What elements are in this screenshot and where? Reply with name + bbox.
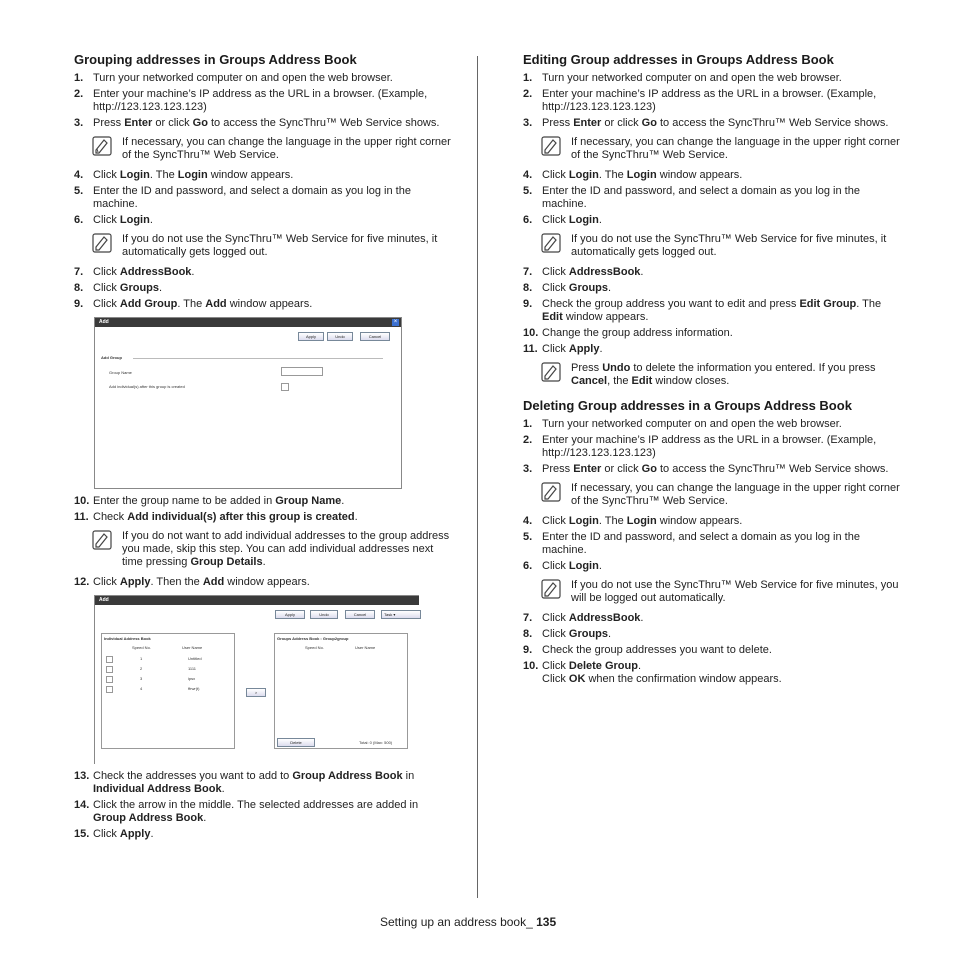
step-text: window appears. xyxy=(224,576,310,588)
row-checkbox[interactable] xyxy=(106,676,113,683)
step-text: window appears. xyxy=(207,169,294,181)
bold-term: Add Group xyxy=(119,298,178,310)
step-5 xyxy=(74,185,454,211)
step-2 xyxy=(523,88,903,114)
note-text: If necessary, you can change the language in the upper right corner of the SyncThru™ Web Service. xyxy=(122,136,451,161)
right-column xyxy=(523,52,903,689)
note-text: window closes. xyxy=(652,375,730,387)
table-row[interactable] xyxy=(102,665,232,674)
bold-term: Go xyxy=(641,463,657,475)
step-text: . xyxy=(598,560,602,572)
step-number: 11. xyxy=(523,343,538,355)
step-7 xyxy=(74,266,454,279)
note xyxy=(523,362,903,388)
step-number: 1. xyxy=(74,72,84,84)
step-3 xyxy=(74,117,454,130)
bold-term: Enter xyxy=(573,117,602,129)
step-text: Click xyxy=(542,612,569,624)
undo-button[interactable]: Undo xyxy=(327,332,353,341)
note-pencil-icon xyxy=(92,530,112,550)
step-text: Enter the ID and password, and select a domain as you log in the machine. xyxy=(542,531,860,556)
step-10 xyxy=(523,660,903,686)
step-number: 6. xyxy=(523,560,533,572)
step-text: Enter the ID and password, and select a domain as you log in the machine. xyxy=(93,185,411,210)
step-text: Click xyxy=(542,169,569,181)
add-individuals-checkbox[interactable] xyxy=(281,383,289,391)
bold-term: Groups xyxy=(568,282,609,294)
step-number: 4. xyxy=(523,169,533,181)
bold-term: Login xyxy=(568,515,599,527)
table-row[interactable] xyxy=(102,675,232,684)
step-number: 7. xyxy=(523,266,533,278)
step-text: Click xyxy=(542,673,569,685)
step-text: . The xyxy=(149,169,178,181)
bold-term: Groups xyxy=(119,282,160,294)
step-number: 15. xyxy=(74,828,90,840)
step-text: Turn your networked computer on and open the web browser. xyxy=(542,418,842,430)
step-9 xyxy=(523,298,903,324)
step-text: Enter the group name to be added in xyxy=(93,495,276,507)
step-text: Click xyxy=(93,266,120,278)
note-pencil-icon xyxy=(541,362,561,382)
group-book-title: Groups Address Book : Group2group xyxy=(277,636,349,641)
step-2 xyxy=(523,434,903,460)
step-text: Press xyxy=(93,117,125,129)
step-number: 11. xyxy=(74,511,89,523)
note-pencil-icon xyxy=(541,233,561,253)
note-text: If you do not use the SyncThru™ Web Service for five minutes, it automatically gets logged out. xyxy=(122,233,438,258)
step-text: window appears. xyxy=(226,298,313,310)
step-number: 10. xyxy=(523,327,539,339)
bold-term: Login xyxy=(119,214,150,226)
step-text: . xyxy=(221,783,225,795)
bold-term: Login xyxy=(626,169,657,181)
section-rule xyxy=(133,358,383,359)
step-text: Click xyxy=(542,214,569,226)
individual-address-book-panel xyxy=(101,633,235,749)
user-name-cell: ffrwr(t) xyxy=(188,686,200,691)
step-text: Click xyxy=(93,214,120,226)
step-text: Click xyxy=(542,628,569,640)
individual-book-title: Individual Address Book xyxy=(104,636,151,641)
step-11 xyxy=(74,511,454,524)
window-titlebar: Add xyxy=(95,596,419,605)
step-number: 3. xyxy=(523,117,533,129)
step-8 xyxy=(523,282,903,295)
task-label: Task xyxy=(384,612,393,617)
speed-no-cell: 1 xyxy=(140,656,143,661)
step-text: . xyxy=(599,343,603,355)
note xyxy=(523,579,903,605)
row-checkbox[interactable] xyxy=(106,686,113,693)
page-number: 135 xyxy=(536,915,557,929)
step-text: Click xyxy=(542,343,569,355)
key-enter: Enter xyxy=(124,117,153,129)
step-number: 5. xyxy=(74,185,84,197)
step-4 xyxy=(523,515,903,528)
step-number: 2. xyxy=(523,434,533,446)
step-number: 6. xyxy=(523,214,533,226)
bold-term: Login xyxy=(568,560,599,572)
step-12 xyxy=(74,576,454,589)
note-pencil-icon xyxy=(541,579,561,599)
col-speed-no: Speed No. xyxy=(305,645,324,650)
step-text: . xyxy=(150,828,154,840)
add-group-section-label: Add Group xyxy=(101,355,122,360)
step-5 xyxy=(523,531,903,557)
step-number: 9. xyxy=(523,298,533,310)
step-text: Enter your machine’s IP address as the URL in a browser. (Example, http://123.123.123.123) xyxy=(542,88,877,113)
step-text: . xyxy=(159,282,163,294)
step-number: 8. xyxy=(74,282,84,294)
step-text: or click xyxy=(601,117,642,129)
step-number: 5. xyxy=(523,531,533,543)
step-text: Click xyxy=(542,515,569,527)
step-text: or click xyxy=(152,117,193,129)
step-text: Enter your machine’s IP address as the URL in a browser. (Example, http://123.123.123.123) xyxy=(93,88,428,113)
bold-term: Group Address Book xyxy=(93,812,204,824)
step-text: . xyxy=(637,660,642,672)
step-text: . xyxy=(598,214,602,226)
page-footer xyxy=(380,915,556,929)
apply-button[interactable]: Apply xyxy=(298,332,324,341)
step-text: Click the arrow in the middle. The selected addresses are added in xyxy=(93,799,419,811)
step-text: Click xyxy=(542,282,569,294)
bold-term: Delete Group xyxy=(568,660,638,672)
groups-address-book-panel xyxy=(274,633,408,749)
note-pencil-icon xyxy=(92,233,112,253)
bold-term: Add xyxy=(202,576,225,588)
step-text: Click xyxy=(542,266,569,278)
step-1 xyxy=(74,72,454,85)
step-6 xyxy=(74,214,454,227)
step-text: Click xyxy=(93,576,120,588)
step-text: . xyxy=(341,495,345,507)
bold-term: AddressBook xyxy=(568,612,641,624)
col-user-name: User Name xyxy=(182,645,203,650)
add-to-group-arrow-button[interactable]: > xyxy=(246,688,266,697)
step-text: Enter your machine’s IP address as the URL in a browser. (Example, http://123.123.123.123) xyxy=(542,434,877,459)
step-number: 7. xyxy=(74,266,84,278)
step-text: Turn your networked computer on and open the web browser. xyxy=(542,72,842,84)
note-text: If you do not use the SyncThru™ Web Service for five minutes, it automatically gets logged out. xyxy=(571,233,887,258)
step-text: Click xyxy=(93,298,120,310)
bold-term: Apply xyxy=(119,828,151,840)
key-go: Go xyxy=(192,117,208,129)
step-text: Click xyxy=(542,560,569,572)
column-divider xyxy=(477,56,478,898)
note-text: If you do not want to add individual addresses to the group address you made, skip this step. You can add individual addresses next time pressing xyxy=(122,530,450,568)
bold-term: Edit Group xyxy=(799,298,857,310)
bold-term: Login xyxy=(626,515,657,527)
step-text: Press xyxy=(542,463,574,475)
step-number: 9. xyxy=(523,644,533,656)
bold-term: Go xyxy=(641,117,657,129)
step-6 xyxy=(523,560,903,573)
col-speed-no: Speed No. xyxy=(132,645,151,650)
add-group-window-screenshot xyxy=(94,317,402,489)
note xyxy=(523,136,903,162)
step-text: . xyxy=(640,612,644,624)
step-number: 3. xyxy=(523,463,533,475)
user-name-cell: Untitled xyxy=(188,656,202,661)
group-name-input[interactable] xyxy=(281,367,323,376)
step-13 xyxy=(74,770,454,796)
step-text: in xyxy=(402,770,415,782)
bold-term: Apply xyxy=(119,576,151,588)
step-text: . The xyxy=(856,298,882,310)
step-number: 10. xyxy=(523,660,539,672)
bold-term: Group Address Book xyxy=(292,770,403,782)
step-10 xyxy=(523,327,903,340)
step-1 xyxy=(523,72,903,85)
step-number: 9. xyxy=(74,298,84,310)
col-user-name: User Name xyxy=(355,645,376,650)
speed-no-cell: 2 xyxy=(140,666,143,671)
table-row[interactable] xyxy=(102,685,232,694)
bold-term: AddressBook xyxy=(119,266,192,278)
bold-term: Individual Address Book xyxy=(93,783,222,795)
note-text: . xyxy=(262,556,266,568)
step-text: Click xyxy=(93,169,120,181)
step-number: 7. xyxy=(523,612,533,624)
cancel-button[interactable]: Cancel xyxy=(345,610,375,619)
user-name-cell: ipsx xyxy=(188,676,196,681)
step-8 xyxy=(74,282,454,295)
step-number: 2. xyxy=(523,88,533,100)
step-number: 4. xyxy=(74,169,84,181)
bold-term: Groups xyxy=(568,628,609,640)
step-text: Click xyxy=(93,282,120,294)
add-window-screenshot xyxy=(94,595,419,764)
step-11 xyxy=(523,343,903,356)
bold-term: Edit xyxy=(631,375,653,387)
section-heading-grouping: Grouping addresses in Groups Address Book xyxy=(74,52,357,67)
note-text: If necessary, you can change the language in the upper right corner of the SyncThru™ Web Service. xyxy=(571,482,900,507)
step-9 xyxy=(523,644,903,657)
step-5 xyxy=(523,185,903,211)
add-individuals-label: Add individual(s) after this group is created xyxy=(109,384,185,389)
step-text: . xyxy=(608,628,612,640)
step-text: when the confirmation window appears. xyxy=(585,673,782,685)
step-number: 8. xyxy=(523,282,533,294)
step-15 xyxy=(74,828,454,841)
step-8 xyxy=(523,628,903,641)
step-text: Click xyxy=(542,660,569,672)
total-count: Total: 0 (Max: 500) xyxy=(359,740,393,745)
bold-term: Enter xyxy=(573,463,602,475)
step-number: 5. xyxy=(523,185,533,197)
speed-no-cell: 4 xyxy=(140,686,143,691)
close-icon[interactable]: × xyxy=(393,319,398,325)
step-text: Check the group address you want to edit and press xyxy=(542,298,800,310)
step-7 xyxy=(523,266,903,279)
bold-term: Group Name xyxy=(275,495,342,507)
step-text: Check the addresses you want to add to xyxy=(93,770,293,782)
step-number: 10. xyxy=(74,495,90,507)
step-2 xyxy=(74,88,454,114)
note-pencil-icon xyxy=(92,136,112,156)
step-3 xyxy=(523,463,903,476)
step-number: 14. xyxy=(74,799,90,811)
step-4 xyxy=(523,169,903,182)
section-heading-deleting: Deleting Group addresses in a Groups Address Book xyxy=(523,398,852,413)
bold-term: Login xyxy=(177,169,208,181)
step-text: to access the SyncThru™ Web Service shows. xyxy=(656,463,889,475)
step-number: 13. xyxy=(74,770,90,782)
step-text: Change the group address information. xyxy=(542,327,733,339)
bold-term: Edit xyxy=(542,311,563,323)
bold-term: Add individual(s) after this group is created xyxy=(127,511,355,523)
step-9 xyxy=(74,298,454,311)
step-text: . xyxy=(608,282,612,294)
step-text: Check the group addresses you want to delete. xyxy=(542,644,772,656)
note xyxy=(74,233,454,259)
step-14 xyxy=(74,799,454,825)
note xyxy=(523,233,903,259)
step-number: 6. xyxy=(74,214,84,226)
step-text: Press xyxy=(542,117,574,129)
left-column xyxy=(74,52,454,844)
row-checkbox[interactable] xyxy=(106,656,113,663)
note-text: If you do not use the SyncThru™ Web Service for five minutes, you will be logged out automatically. xyxy=(571,579,899,604)
step-text: to access the SyncThru™ Web Service shows. xyxy=(207,117,440,129)
step-number: 4. xyxy=(523,515,533,527)
cancel-button[interactable]: Cancel xyxy=(360,332,390,341)
step-7 xyxy=(523,612,903,625)
undo-button[interactable]: Undo xyxy=(310,610,338,619)
step-text: . The xyxy=(177,298,206,310)
step-text: Click xyxy=(93,828,120,840)
bold-term: Login xyxy=(568,214,599,226)
step-text: . xyxy=(149,214,153,226)
note-text: If necessary, you can change the language in the upper right corner of the SyncThru™ Web Service. xyxy=(571,136,900,161)
step-text: window appears. xyxy=(562,311,649,323)
bold-term: Group Details xyxy=(190,556,263,568)
step-text: Check xyxy=(93,511,128,523)
bold-term: Cancel xyxy=(571,375,608,387)
note-pencil-icon xyxy=(541,482,561,502)
bold-term: Undo xyxy=(602,362,631,374)
step-3 xyxy=(523,117,903,130)
bold-term: Login xyxy=(119,169,150,181)
bold-term: AddressBook xyxy=(568,266,641,278)
group-name-label: Group Name xyxy=(109,370,132,375)
note-pencil-icon xyxy=(541,136,561,156)
note xyxy=(74,136,454,162)
row-checkbox[interactable] xyxy=(106,666,113,673)
user-name-cell: 1111 xyxy=(188,666,197,671)
window-titlebar: Add xyxy=(95,318,401,327)
step-text: or click xyxy=(601,463,642,475)
step-number: 2. xyxy=(74,88,84,100)
section-heading-editing: Editing Group addresses in Groups Address Book xyxy=(523,52,834,67)
step-number: 3. xyxy=(74,117,84,129)
step-text: . xyxy=(191,266,195,278)
note-text: to delete the information you entered. If you press xyxy=(630,362,876,374)
task-dropdown[interactable]: Task ▾ xyxy=(381,610,421,619)
bold-term: Apply xyxy=(568,343,600,355)
step-text: . xyxy=(203,812,207,824)
step-number: 12. xyxy=(74,576,90,588)
step-text: to access the SyncThru™ Web Service shows. xyxy=(656,117,889,129)
note-text: Press xyxy=(571,362,603,374)
note xyxy=(74,530,454,569)
apply-button[interactable]: Apply xyxy=(275,610,305,619)
step-text: window appears. xyxy=(656,169,743,181)
step-text: . xyxy=(640,266,644,278)
step-text: window appears. xyxy=(656,515,743,527)
footer-text: Setting up an address book_ xyxy=(380,915,537,929)
step-text: . Then the xyxy=(150,576,203,588)
step-text: . The xyxy=(598,515,627,527)
step-number: 1. xyxy=(523,418,533,430)
bold-term: Add xyxy=(205,298,227,310)
step-1 xyxy=(523,418,903,431)
table-row[interactable] xyxy=(102,655,232,664)
bold-term: OK xyxy=(568,673,586,685)
step-4 xyxy=(74,169,454,182)
note-text: , the xyxy=(607,375,632,387)
step-text: . xyxy=(354,511,358,523)
step-number: 1. xyxy=(523,72,533,84)
speed-no-cell: 3 xyxy=(140,676,143,681)
delete-button[interactable]: Delete xyxy=(277,738,315,747)
bold-term: Login xyxy=(568,169,599,181)
step-6 xyxy=(523,214,903,227)
step-10 xyxy=(74,495,454,508)
step-number: 8. xyxy=(523,628,533,640)
note xyxy=(523,482,903,508)
step-text: Enter the ID and password, and select a domain as you log in the machine. xyxy=(542,185,860,210)
step-text: . The xyxy=(598,169,627,181)
step-text: Turn your networked computer on and open the web browser. xyxy=(93,72,393,84)
